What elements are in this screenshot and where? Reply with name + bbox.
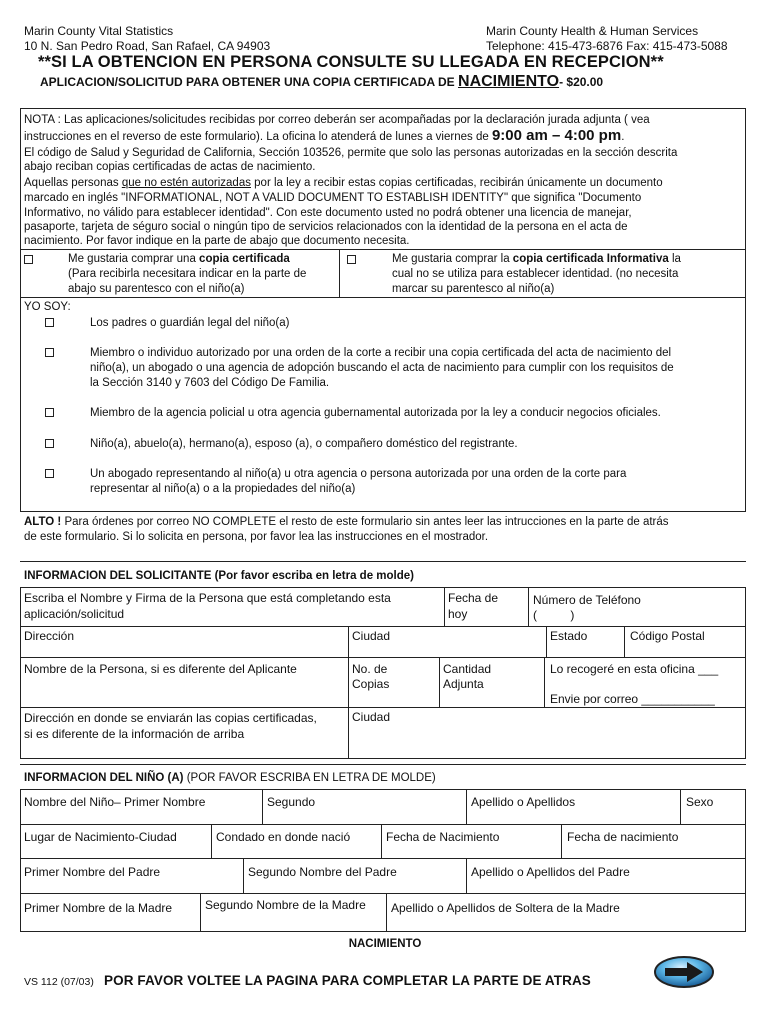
mother-maiden-name-label: Apellido o Apellidos de Soltera de la Madre — [391, 901, 620, 915]
arrow-right-icon — [653, 955, 715, 994]
zip-label: Código Postal — [630, 629, 705, 643]
informational-copy-label: Me gustaria comprar la copia certificada Informativa la — [392, 253, 681, 265]
attorney-checkbox[interactable] — [45, 469, 54, 478]
copies-label-2: Copias — [352, 677, 390, 691]
amount-label-2: Adjunta — [443, 677, 484, 691]
state-label: Estado — [550, 629, 588, 643]
todays-date-label-1: Fecha de — [448, 591, 499, 605]
child-sex-label: Sexo — [686, 795, 714, 809]
nota-line-2: instrucciones en el reverso de este formulario). La oficina lo atenderá de lunes a viernes de 9:00 am – 4:00 pm. — [24, 127, 625, 144]
phone-area-code: ( ) — [533, 608, 575, 622]
law-enforcement-option: Miembro de la agencia policial u otra agencia gubernamental autorizada por la ley a conducir negocios oficiales. — [90, 407, 661, 419]
amount-label-1: Cantidad — [443, 662, 492, 676]
nota-line-1: NOTA : Las aplicaciones/solicitudes recibidas por correo deberán ser acompañadas por la declaración jurada adjunta ( vea — [24, 114, 650, 126]
father-first-name-label: Primer Nombre del Padre — [24, 865, 161, 879]
birth-date-label-2: Fecha de nacimiento — [567, 830, 679, 844]
mother-first-name-label: Primer Nombre de la Madre — [24, 901, 173, 915]
nota-line-5: Aquellas personas que no estén autorizadas por la ley a recibir estas copias certificadas, recibirán únicamente un documento — [24, 177, 663, 189]
attorney-line-1: Un abogado representando al niño(a) u otra agencia o persona autorizada por una orden de la corte para — [90, 468, 627, 480]
child-heading: INFORMACION DEL NIÑO (A) (POR FAVOR ESCRIBA EN LETRA DE MOLDE) — [24, 772, 436, 784]
mail-city-label: Ciudad — [352, 710, 391, 724]
pickup-option[interactable]: Lo recogeré en esta oficina ___ — [550, 662, 719, 676]
nota-line-6: marcado en inglés "INFORMATIONAL, NOT A VALID DOCUMENT TO ESTABLISH IDENTITY" que significa "Documento — [24, 192, 642, 204]
city-label: Ciudad — [352, 629, 391, 643]
informational-copy-note-2: marcar su parentesco al niño(a) — [392, 283, 555, 295]
court-authorized-line-2: niño(a), un abogado o una agencia de adopción buscando el acta de nacimiento para cumplir con los requisitos de — [90, 362, 674, 374]
agency-name: Marin County Health & Human Services — [486, 24, 699, 38]
alto-notice-line-1: ALTO ! Para órdenes por correo NO COMPLETE el resto de este formulario sin antes leer las intrucciones en la parte de atrás — [24, 516, 669, 528]
banner-title: **SI LA OBTENCION EN PERSONA CONSULTE SU LLEGADA EN RECEPCION** — [38, 53, 664, 71]
nota-line-9: nacimiento. Por favor indique en la parte de abajo que documento necesita. — [24, 235, 410, 247]
nota-line-3: El código de Salud y Seguridad de California, Sección 103526, permite que solo las personas autorizadas en la sección descrita — [24, 147, 678, 159]
office-address: 10 N. San Pedro Road, San Rafael, CA 94903 — [24, 39, 271, 53]
alto-notice-line-2: de este formulario. Si lo solicita en persona, por favor lea las instrucciones en el mostrador. — [24, 531, 489, 543]
other-name-label: Nombre de la Persona, si es diferente del Aplicante — [24, 662, 297, 676]
nota-line-7: Informativo, no válido para establecer identidad". Con este documento usted no podrá obtener una licencia de manejar, — [24, 207, 632, 219]
mail-city-field[interactable] — [349, 708, 745, 758]
father-middle-name-label: Segundo Nombre del Padre — [248, 865, 397, 879]
child-middle-name-label: Segundo — [267, 795, 316, 809]
form-subtitle: APLICACION/SOLICITUD PARA OBTENER UNA COPIA CERTIFICADA DE NACIMIENTO- $20.00 — [40, 73, 604, 90]
address-label: Dirección — [24, 629, 75, 643]
mail-option[interactable]: Envie por correo ___________ — [550, 692, 715, 706]
agency-phone: Telephone: 415-473-6876 Fax: 415-473-5088 — [486, 39, 728, 53]
parent-option: Los padres o guardián legal del niño(a) — [90, 317, 290, 329]
mail-address-label-1: Dirección en donde se enviarán las copias certificadas, — [24, 711, 317, 725]
form-id: VS 112 (07/03) — [24, 976, 94, 988]
certified-copy-note-2: abajo su parentesco con el niño(a) — [68, 283, 245, 295]
law-enforcement-checkbox[interactable] — [45, 408, 54, 417]
father-last-name-label: Apellido o Apellidos del Padre — [471, 865, 630, 879]
nota-line-8: pasaporte, tarjeta de séguro social o ningún tipo de servicios relacionados con la identidad de la persona en el acta de — [24, 221, 628, 233]
court-authorized-line-1: Miembro o individuo autorizado por una orden de la corte a recibir una copia certificada del acta de nacimiento del — [90, 347, 672, 359]
office-name: Marin County Vital Statistics — [24, 24, 174, 38]
certified-copy-note-1: (Para recibirla necesitara indicar en la parte de — [68, 268, 307, 280]
section-label-nacimiento: NACIMIENTO — [348, 938, 422, 950]
certified-copy-label: Me gustaria comprar una copia certificada — [68, 253, 290, 265]
attorney-line-2: representar al niño(a) o a la propiedades del niño(a) — [90, 483, 356, 495]
birth-city-label: Lugar de Nacimiento-Ciudad — [24, 830, 177, 844]
informational-copy-note-1: cual no se utiliza para establecer identidad. (no necesita — [392, 268, 679, 280]
court-authorized-line-3: la Sección 3140 y 7603 del Código De Familia. — [90, 377, 330, 389]
court-authorized-checkbox[interactable] — [45, 348, 54, 357]
child-last-name-label: Apellido o Apellidos — [471, 795, 576, 809]
informational-copy-checkbox[interactable] — [347, 255, 356, 264]
birth-county-label: Condado en donde nació — [216, 830, 351, 844]
todays-date-label-2: hoy — [448, 607, 468, 621]
applicant-name-label-1: Escriba el Nombre y Firma de la Persona que está completando esta — [24, 591, 391, 605]
nota-line-4: abajo reciban copias certificadas de actas de nacimiento. — [24, 161, 316, 173]
yo-soy-label: YO SOY: — [24, 301, 71, 313]
applicant-heading: INFORMACION DEL SOLICITANTE (Por favor escriba en letra de molde) — [24, 570, 414, 582]
relative-checkbox[interactable] — [45, 439, 54, 448]
turn-page-notice: POR FAVOR VOLTEE LA PAGINA PARA COMPLETAR LA PARTE DE ATRAS — [104, 973, 591, 988]
birth-date-label: Fecha de Nacimiento — [386, 830, 500, 844]
mother-middle-name-label: Segundo Nombre de la Madre — [205, 898, 366, 912]
mail-address-label-2: si es diferente de la información de arriba — [24, 727, 245, 741]
parent-checkbox[interactable] — [45, 318, 54, 327]
copies-label-1: No. de — [352, 662, 388, 676]
phone-label: Número de Teléfono — [533, 593, 641, 607]
applicant-name-label-2: aplicación/solicitud — [24, 607, 125, 621]
certified-copy-checkbox[interactable] — [24, 255, 33, 264]
relative-option: Niño(a), abuelo(a), hermano(a), esposo (a), o compañero doméstico del registrante. — [90, 438, 518, 450]
child-first-name-label: Nombre del Niño– Primer Nombre — [24, 795, 206, 809]
